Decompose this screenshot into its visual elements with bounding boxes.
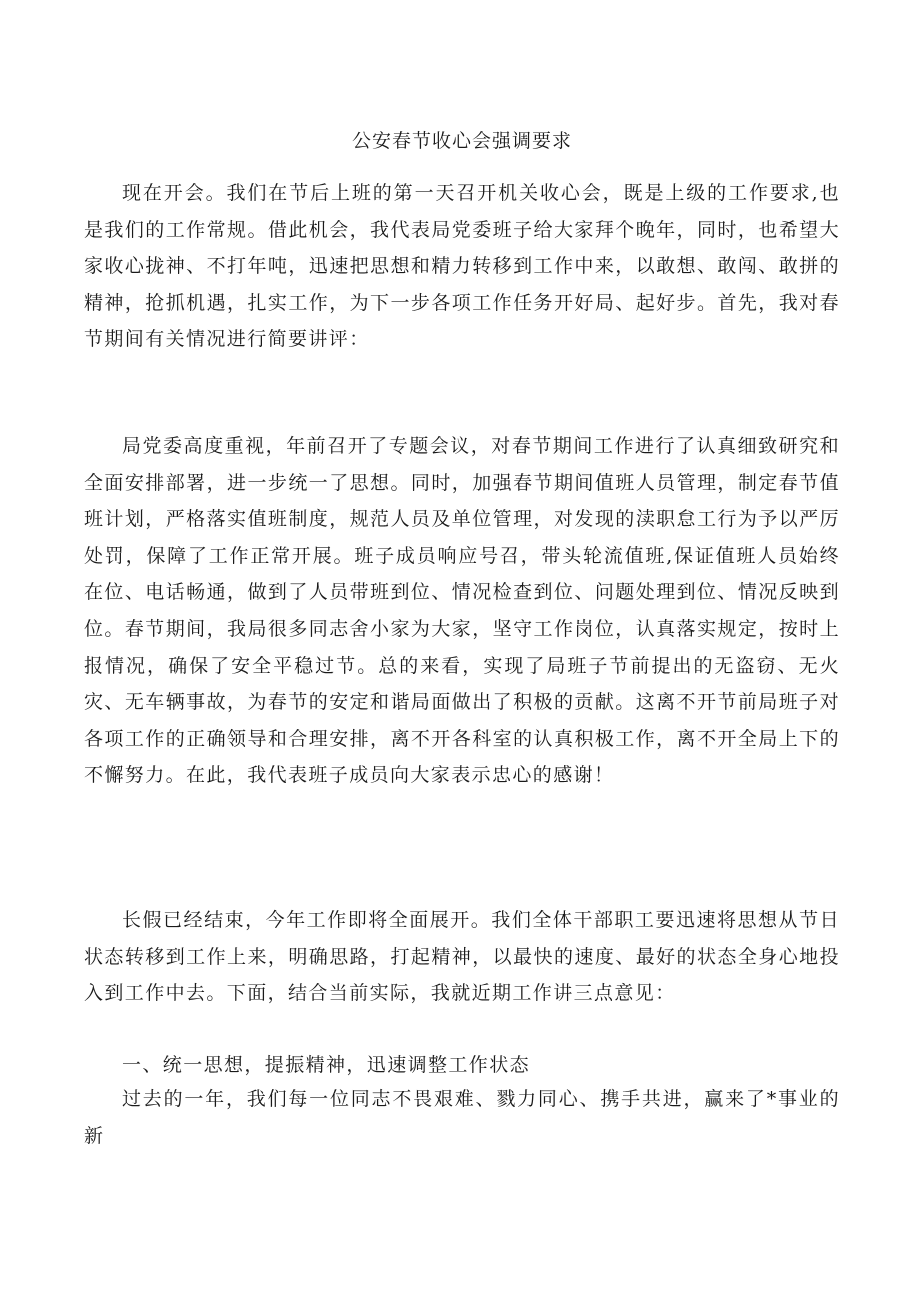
paragraph-review: 局党委高度重视，年前召开了专题会议，对春节期间工作进行了认真细致研究和全面安排部署，进一步统一了思想。同时，加强春节期间值班人员管理，制定春节值班计划，严格落实值班制度，规范人员及单位管理，对发现的渎职怠工行为予以严厉处罚，保障了工作正常开展。班子成员响应号召，带头轮流值班,保证值班人员始终在位、电话畅通，做到了人员带班到位、情况检查到位、问题处理到位、情况反映到位。春节期间，我局很多同志舍小家为大家，坚守工作岗位，认真落实规定，按时上报情况，确保了安全平稳过节。总的来看，实现了局班子节前提出的无盗窃、无火灾、无车辆事故，为春节的安定和谐局面做出了积极的贡献。这离不开节前局班子对各项工作的正确领导和合理安排，离不开各科室的认真积极工作，离不开全局上下的不懈努力。在此，我代表班子成员向大家表示忠心的感谢！ [84, 435, 840, 787]
paragraph-transition: 长假已经结束，今年工作即将全面展开。我们全体干部职工要迅速将思想从节日状态转移到工作上来，明确思路，打起精神，以最快的速度、最好的状态全身心地投入到工作中去。下面，结合当前实际，我就近期工作讲三点意见： [84, 909, 840, 1005]
document-title: 公安春节收心会强调要求 [351, 130, 572, 152]
paragraph-section-1-start: 过去的一年，我们每一位同志不畏艰难、戮力同心、携手共进，赢来了*事业的新 [84, 1088, 840, 1147]
section-heading-1: 一、统一思想，提振精神，迅速调整工作状态 [122, 1054, 531, 1076]
paragraph-opening: 现在开会。我们在节后上班的第一天召开机关收心会，既是上级的工作要求,也是我们的工作常规。借此机会，我代表局党委班子给大家拜个晚年，同时，也希望大家收心拢神、不打年吨，迅速把思想和精力转移到工作中来，以敢想、敢闯、敢拼的精神，抢抓机遇，扎实工作，为下一步各项工作任务开好局、起好步。首先，我对春节期间有关情况进行简要讲评： [84, 182, 840, 351]
